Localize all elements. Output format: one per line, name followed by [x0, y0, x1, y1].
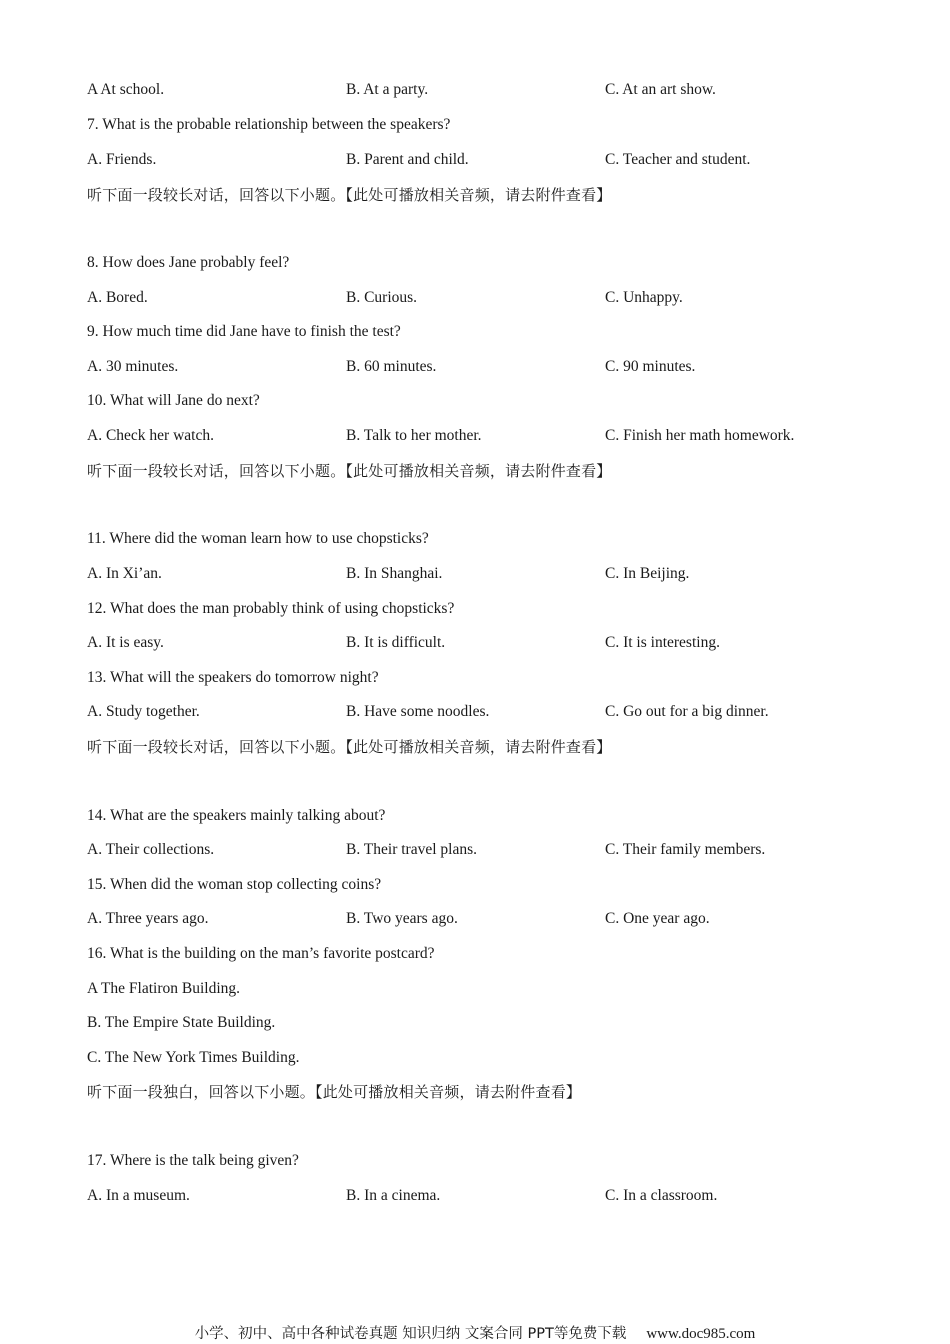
question-7: 7. What is the probable relationship between the speakers? — [87, 116, 451, 133]
option-a: A. In a museum. — [87, 1187, 190, 1204]
question-10: 10. What will Jane do next? — [87, 392, 260, 409]
question-8: 8. How does Jane probably feel? — [87, 254, 290, 271]
question-15: 15. When did the woman stop collecting coins? — [87, 876, 382, 893]
option-a: A. Bored. — [87, 289, 148, 306]
option-b: B. Curious. — [346, 289, 418, 306]
option-b: B. Their travel plans. — [346, 841, 478, 858]
option-b: B. Have some noodles. — [346, 703, 490, 720]
option-b: B. The Empire State Building. — [87, 1014, 276, 1031]
question-11: 11. Where did the woman learn how to use chopsticks? — [87, 530, 429, 547]
listening-instruction: 听下面一段独白，回答以下小题。【此处可播放相关音频，请去附件查看】 — [87, 1083, 582, 1101]
option-b: B. It is difficult. — [346, 634, 446, 651]
option-c: C. Their family members. — [605, 841, 766, 858]
option-c: C. Teacher and student. — [605, 151, 751, 168]
option-b: B. At a party. — [346, 81, 429, 98]
option-a: A. In Xi’an. — [87, 565, 162, 582]
option-c: C. Go out for a big dinner. — [605, 703, 769, 720]
option-b: B. 60 minutes. — [346, 358, 437, 375]
page-footer — [0, 1324, 950, 1344]
footer-link[interactable]: www.doc985.com — [646, 1326, 756, 1342]
option-a: A At school. — [87, 81, 165, 98]
option-c: C. At an art show. — [605, 81, 716, 98]
option-a: A. Three years ago. — [87, 910, 209, 927]
option-a: A. 30 minutes. — [87, 358, 179, 375]
listening-instruction: 听下面一段较长对话，回答以下小题。【此处可播放相关音频，请去附件查看】 — [87, 738, 612, 756]
option-c: C. 90 minutes. — [605, 358, 696, 375]
footer-text: 小学、初中、高中各种试卷真题 知识归纳 文案合同 PPT等免费下载 — [194, 1326, 627, 1342]
option-c: C. It is interesting. — [605, 634, 720, 651]
option-c: C. In a classroom. — [605, 1187, 718, 1204]
option-b: B. In Shanghai. — [346, 565, 443, 582]
option-c: C. In Beijing. — [605, 565, 690, 582]
option-a: A. It is easy. — [87, 634, 164, 651]
question-13: 13. What will the speakers do tomorrow night? — [87, 669, 379, 686]
question-12: 12. What does the man probably think of using chopsticks? — [87, 600, 455, 617]
listening-instruction: 听下面一段较长对话，回答以下小题。【此处可播放相关音频，请去附件查看】 — [87, 462, 612, 480]
option-c: C. Unhappy. — [605, 289, 683, 306]
listening-instruction: 听下面一段较长对话，回答以下小题。【此处可播放相关音频，请去附件查看】 — [87, 186, 612, 204]
option-c: C. One year ago. — [605, 910, 710, 927]
option-c: C. Finish her math homework. — [605, 427, 795, 444]
option-b: B. Talk to her mother. — [346, 427, 482, 444]
option-a: A. Study together. — [87, 703, 200, 720]
option-a: A. Their collections. — [87, 841, 215, 858]
option-b: B. Parent and child. — [346, 151, 469, 168]
option-c: C. The New York Times Building. — [87, 1049, 300, 1066]
question-16: 16. What is the building on the man’s favorite postcard? — [87, 945, 435, 962]
question-14: 14. What are the speakers mainly talking about? — [87, 807, 386, 824]
option-a: A. Check her watch. — [87, 427, 214, 444]
option-a: A. Friends. — [87, 151, 157, 168]
option-a: A The Flatiron Building. — [87, 980, 240, 997]
question-17: 17. Where is the talk being given? — [87, 1152, 299, 1169]
option-b: B. In a cinema. — [346, 1187, 441, 1204]
question-9: 9. How much time did Jane have to finish the test? — [87, 323, 401, 340]
option-b: B. Two years ago. — [346, 910, 458, 927]
